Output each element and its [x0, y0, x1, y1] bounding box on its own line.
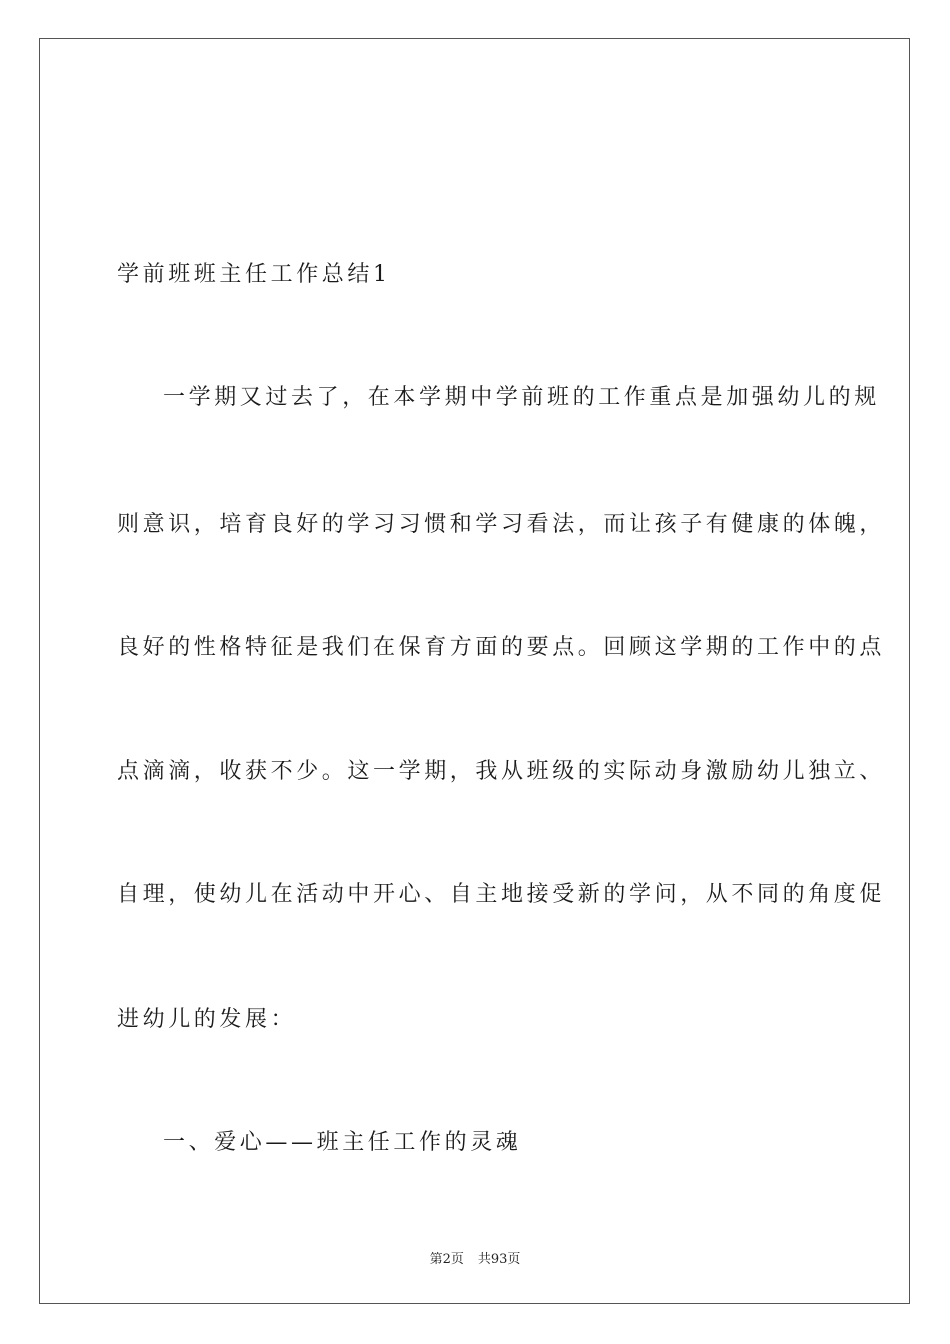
paragraph-line-3: 良好的性格特征是我们在保育方面的要点。回顾这学期的工作中的点 [117, 635, 886, 660]
paragraph-line-4: 点滴滴，收获不少。这一学期，我从班级的实际动身激励幼儿独立、 [117, 759, 886, 784]
page-footer [0, 1248, 950, 1267]
paragraph-line-5: 自理，使幼儿在活动中开心、自主地接受新的学问，从不同的角度促 [117, 882, 886, 907]
paragraph-line-1: 一学期又过去了，在本学期中学前班的工作重点是加强幼儿的规 [163, 385, 880, 410]
total-pages: 共93页 [477, 1252, 521, 1267]
document-title: 学前班班主任工作总结1 [117, 262, 391, 287]
page-number: 第2页 [429, 1252, 464, 1267]
page-frame [39, 38, 910, 1304]
paragraph-line-2: 则意识，培育良好的学习习惯和学习看法，而让孩子有健康的体魄， [117, 512, 886, 537]
paragraph-line-6: 进幼儿的发展： [117, 1007, 297, 1032]
section-heading: 一、爱心——班主任工作的灵魂 [163, 1130, 522, 1155]
